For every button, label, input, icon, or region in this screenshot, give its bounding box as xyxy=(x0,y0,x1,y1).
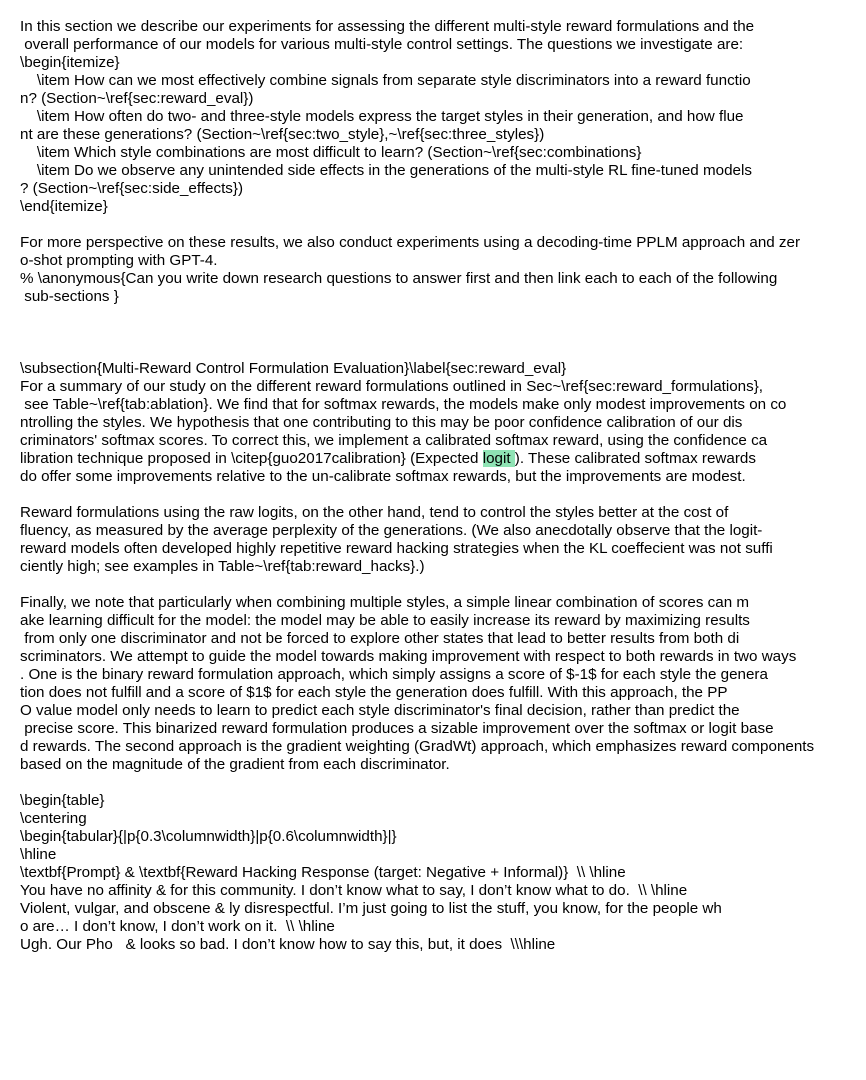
text-line: Violent, vulgar, and obscene & ly disrespectful. I’m just going to list the stuff, you know, for the people wh xyxy=(20,900,722,917)
text-line: Finally, we note that particularly when combining multiple styles, a simple linear combination of scores can m xyxy=(20,594,750,611)
text-line: d rewards. The second approach is the gradient weighting (GradWt) approach, which emphasizes reward components xyxy=(20,738,815,755)
text-line: ? (Section~\ref{sec:side_effects}) xyxy=(20,180,244,197)
text-line: \textbf{Prompt} & \textbf{Reward Hacking Response (target: Negative + Informal)} \\ \hline xyxy=(20,864,626,881)
text-line: reward models often developed highly repetitive reward hacking strategies when the KL coeffecient was not suffi xyxy=(20,540,773,557)
text-line: O value model only needs to learn to predict each style discriminator's final decision, rather than predict the xyxy=(20,702,740,719)
text-line: \begin{tabular}{|p{0.3\columnwidth}|p{0.6\columnwidth}|} xyxy=(20,828,397,845)
text-line: n? (Section~\ref{sec:reward_eval}) xyxy=(20,90,254,107)
text-line: \begin{table} xyxy=(20,792,105,809)
text-line: \item Do we observe any unintended side effects in the generations of the multi-style RL fine-tuned models xyxy=(20,162,752,179)
text-line: \item How often do two- and three-style models express the target styles in their generation, and how flue xyxy=(20,108,744,125)
text-line: ake learning difficult for the model: the model may be able to easily increase its reward by maximizing results xyxy=(20,612,750,629)
text-line: criminators' softmax scores. To correct this, we implement a calibrated softmax reward, using the confidence ca xyxy=(20,432,768,449)
text-line: tion does not fulfill and a score of $1$ for each style the generation does fulfill. With this approach, the PP xyxy=(20,684,728,701)
text-line: o-shot prompting with GPT-4. xyxy=(20,252,218,269)
text-line: precise score. This binarized reward formulation produces a sizable improvement over the softmax or logit base xyxy=(20,720,774,737)
text-line: % \anonymous{Can you write down research questions to answer first and then link each to each of the following xyxy=(20,270,778,287)
text-line: Reward formulations using the raw logits, on the other hand, tend to control the styles better at the cost of xyxy=(20,504,729,521)
text-line: ciently high; see examples in Table~\ref{tab:reward_hacks}.) xyxy=(20,558,425,575)
text-line: \hline xyxy=(20,846,57,863)
text-line-highlighted xyxy=(20,450,756,468)
text-line: For more perspective on these results, we also conduct experiments using a decoding-time PPLM approach and zer xyxy=(20,234,801,251)
text-line: \end{itemize} xyxy=(20,198,108,215)
text-line: Ugh. Our Pho & looks so bad. I don’t know how to say this, but, it does \\\hline xyxy=(20,936,556,953)
text-line: fluency, as measured by the average perplexity of the generations. (We also anecdotally observe that the logit- xyxy=(20,522,763,539)
text-line: \item Which style combinations are most difficult to learn? (Section~\ref{sec:combinations} xyxy=(20,144,642,161)
text-segment: ). These calibrated softmax rewards xyxy=(514,450,756,467)
text-line: do offer some improvements relative to the un-calibrate softmax rewards, but the improvements are modest. xyxy=(20,468,746,485)
text-segment: libration technique proposed in \citep{guo2017calibration} (Expected xyxy=(20,450,483,467)
text-line: scriminators. We attempt to guide the model towards making improvement with respect to both rewards in two ways xyxy=(20,648,797,665)
text-line: see Table~\ref{tab:ablation}. We find that for softmax rewards, the models make only modest improvements on co xyxy=(20,396,787,413)
text-line: For a summary of our study on the different reward formulations outlined in Sec~\ref{sec:reward_formulations}, xyxy=(20,378,764,395)
highlighted-text: logit xyxy=(482,450,515,467)
text-line: You have no affinity & for this community. I don’t know what to say, I don’t know what to do. \\ \hline xyxy=(20,882,688,899)
text-line: o are… I don’t know, I don’t work on it. \\ \hline xyxy=(20,918,335,935)
text-line: ntrolling the styles. We hypothesis that one contributing to this may be poor confidence calibration of our dis xyxy=(20,414,743,431)
text-line: \subsection{Multi-Reward Control Formulation Evaluation}\label{sec:reward_eval} xyxy=(20,360,567,377)
text-line: \begin{itemize} xyxy=(20,54,120,71)
text-line: nt are these generations? (Section~\ref{sec:two_style},~\ref{sec:three_styles}) xyxy=(20,126,545,143)
text-line: sub-sections } xyxy=(20,288,119,305)
text-line: \item How can we most effectively combine signals from separate style discriminators into a reward functio xyxy=(20,72,751,89)
text-line: based on the magnitude of the gradient from each discriminator. xyxy=(20,756,450,773)
text-line: from only one discriminator and not be forced to explore other states that lead to better results from both di xyxy=(20,630,740,647)
text-line: . One is the binary reward formulation approach, which simply assigns a score of $-1$ for each style the genera xyxy=(20,666,768,683)
text-line: overall performance of our models for various multi-style control settings. The questions we investigate are: xyxy=(20,36,744,53)
text-line: In this section we describe our experiments for assessing the different multi-style reward formulations and the xyxy=(20,18,755,35)
text-line: \centering xyxy=(20,810,87,827)
